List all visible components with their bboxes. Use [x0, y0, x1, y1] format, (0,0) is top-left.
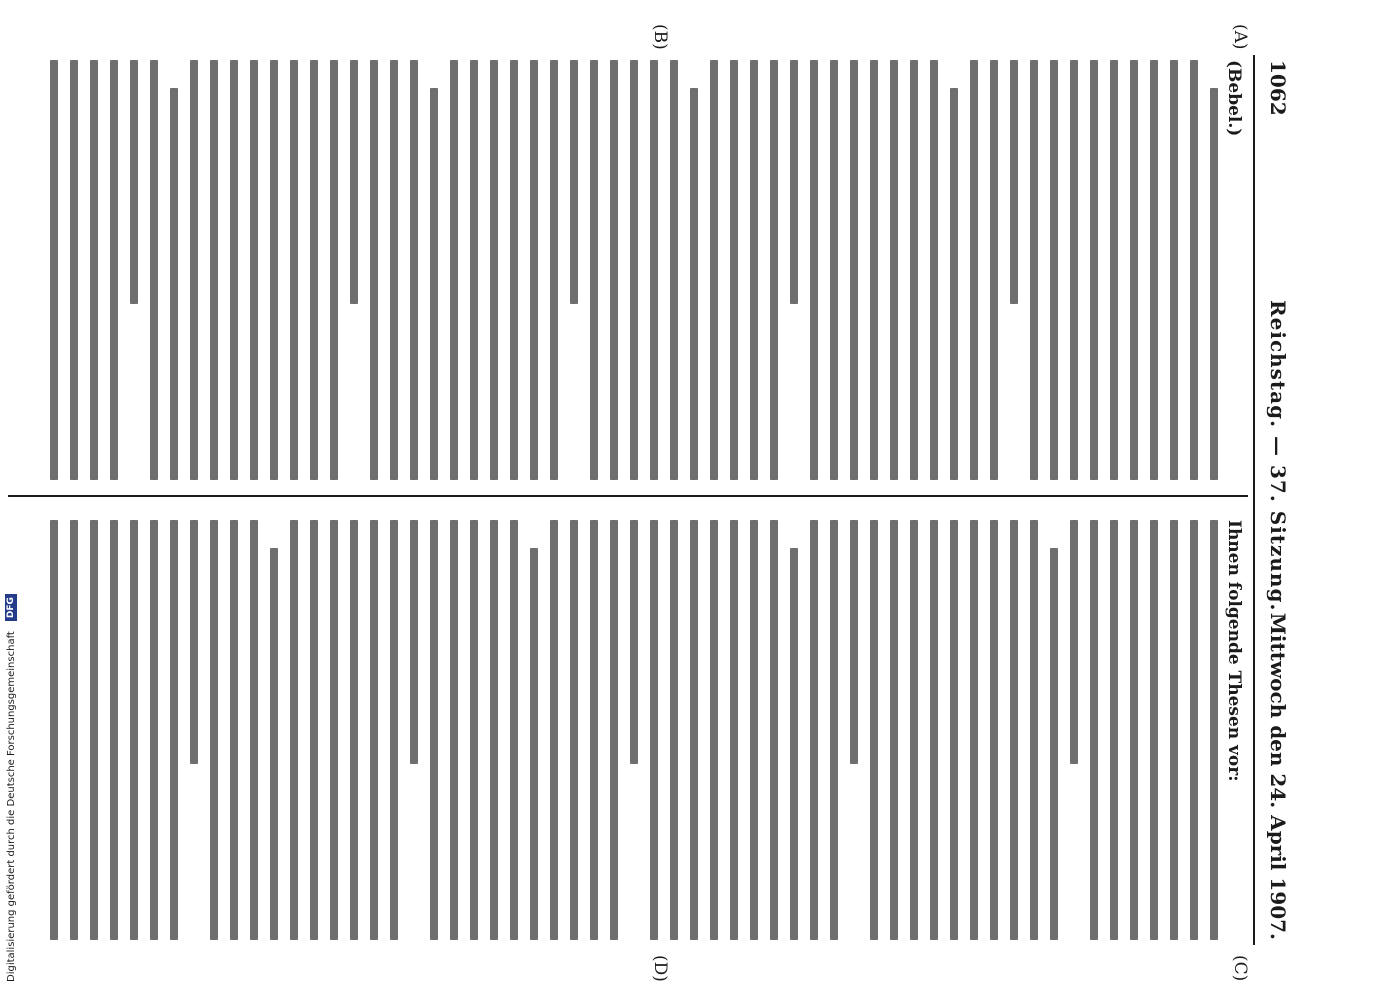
text-line — [1090, 520, 1098, 940]
right-column-text — [50, 520, 1218, 940]
text-line — [350, 520, 358, 940]
text-line — [570, 520, 578, 940]
text-line — [290, 520, 298, 940]
text-line — [1070, 60, 1078, 480]
text-line — [1130, 60, 1138, 480]
text-line — [670, 60, 678, 480]
text-line — [690, 520, 698, 940]
text-line — [410, 520, 418, 764]
text-line — [530, 548, 538, 940]
text-line — [630, 60, 638, 480]
text-line — [690, 88, 698, 480]
text-line — [950, 520, 958, 940]
text-line — [630, 520, 638, 764]
text-line — [650, 520, 658, 940]
text-line — [1010, 60, 1018, 304]
text-line — [450, 520, 458, 940]
page-header — [1260, 60, 1300, 940]
text-line — [70, 520, 78, 940]
text-line — [970, 520, 978, 940]
text-line — [90, 520, 98, 940]
margin-marker-d: (D) — [650, 955, 670, 982]
text-line — [530, 60, 538, 480]
text-line — [170, 520, 178, 940]
text-line — [590, 60, 598, 480]
text-line — [1210, 520, 1218, 940]
text-line — [930, 520, 938, 940]
text-line — [250, 520, 258, 940]
text-line — [310, 520, 318, 940]
session-date: Mittwoch den 24. April 1907. — [1266, 612, 1290, 940]
text-line — [490, 60, 498, 480]
text-line — [390, 60, 398, 480]
text-line — [1190, 520, 1198, 940]
text-line — [370, 60, 378, 480]
text-line — [570, 60, 578, 304]
text-line — [990, 60, 998, 480]
text-line — [810, 520, 818, 940]
text-line — [90, 60, 98, 480]
text-line — [790, 60, 798, 304]
text-line — [870, 520, 878, 940]
text-line — [970, 60, 978, 480]
column-divider — [8, 495, 1248, 497]
text-line — [370, 520, 378, 940]
text-line — [850, 520, 858, 764]
text-line — [610, 520, 618, 940]
right-column — [14, 520, 1244, 940]
text-line — [1130, 520, 1138, 940]
text-line — [1090, 60, 1098, 480]
text-line — [510, 60, 518, 480]
text-line — [230, 60, 238, 480]
text-line — [190, 520, 198, 764]
page-title: Reichstag. — 37. Sitzung. — [1266, 300, 1290, 612]
text-line — [330, 520, 338, 940]
text-line — [770, 520, 778, 940]
page-number: 1062 — [1266, 60, 1290, 116]
text-line — [590, 520, 598, 940]
text-line — [250, 60, 258, 480]
text-line — [910, 60, 918, 480]
text-line — [1190, 60, 1198, 480]
text-line — [890, 60, 898, 480]
text-line — [1210, 88, 1218, 480]
text-line — [1110, 60, 1118, 480]
text-line — [130, 60, 138, 304]
header-rule — [1253, 55, 1255, 945]
text-line — [830, 60, 838, 480]
text-line — [230, 520, 238, 940]
text-line — [270, 548, 278, 940]
digitization-note — [0, 0, 22, 1000]
text-line — [1050, 60, 1058, 480]
digitization-text: Digitalisierung gefördert durch die Deutsche Forschungsgemeinschaft — [5, 631, 17, 982]
text-line — [670, 520, 678, 940]
text-line — [110, 520, 118, 940]
left-column — [14, 60, 1244, 480]
text-line — [1170, 520, 1178, 940]
text-line — [470, 520, 478, 940]
text-line — [850, 60, 858, 480]
text-line — [430, 88, 438, 480]
speaker-label: (Bebel.) — [1224, 60, 1244, 137]
margin-marker-a: (A) — [1230, 24, 1250, 50]
text-line — [50, 60, 58, 480]
text-line — [1030, 60, 1038, 480]
text-line — [470, 60, 478, 480]
text-line — [930, 60, 938, 480]
text-line — [330, 60, 338, 480]
text-line — [1010, 520, 1018, 940]
text-line — [50, 520, 58, 940]
text-line — [450, 60, 458, 480]
margin-marker-c: (C) — [1230, 955, 1250, 982]
text-line — [770, 60, 778, 480]
text-line — [870, 60, 878, 480]
text-line — [790, 548, 798, 940]
text-line — [1150, 60, 1158, 480]
right-column-lead: Ihnen folgende Thesen vor: — [1224, 520, 1244, 782]
text-line — [210, 520, 218, 940]
left-column-text — [50, 60, 1218, 480]
text-line — [510, 520, 518, 940]
text-line — [130, 520, 138, 940]
text-line — [610, 60, 618, 480]
text-line — [190, 60, 198, 480]
text-line — [1050, 548, 1058, 940]
margin-marker-b: (B) — [650, 24, 670, 50]
text-line — [550, 520, 558, 940]
text-line — [490, 520, 498, 940]
text-line — [270, 60, 278, 480]
text-line — [1150, 520, 1158, 940]
text-line — [110, 60, 118, 480]
text-line — [950, 88, 958, 480]
text-line — [430, 520, 438, 940]
text-line — [410, 60, 418, 480]
dfg-logo: DFG — [5, 594, 17, 621]
text-line — [650, 60, 658, 480]
text-line — [990, 520, 998, 940]
text-line — [710, 520, 718, 940]
text-line — [170, 88, 178, 480]
text-line — [810, 60, 818, 480]
text-line — [1110, 520, 1118, 940]
text-line — [1070, 520, 1078, 764]
text-line — [150, 60, 158, 480]
text-line — [750, 60, 758, 480]
text-line — [210, 60, 218, 480]
text-line — [1030, 520, 1038, 940]
text-line — [710, 60, 718, 480]
text-line — [890, 520, 898, 940]
text-line — [150, 520, 158, 940]
text-line — [1170, 60, 1178, 480]
text-line — [830, 520, 838, 940]
text-line — [910, 520, 918, 940]
text-line — [550, 60, 558, 480]
text-line — [350, 60, 358, 304]
text-line — [290, 60, 298, 480]
text-line — [750, 520, 758, 940]
text-line — [310, 60, 318, 480]
text-line — [730, 60, 738, 480]
text-line — [70, 60, 78, 480]
text-line — [730, 520, 738, 940]
text-line — [390, 520, 398, 940]
